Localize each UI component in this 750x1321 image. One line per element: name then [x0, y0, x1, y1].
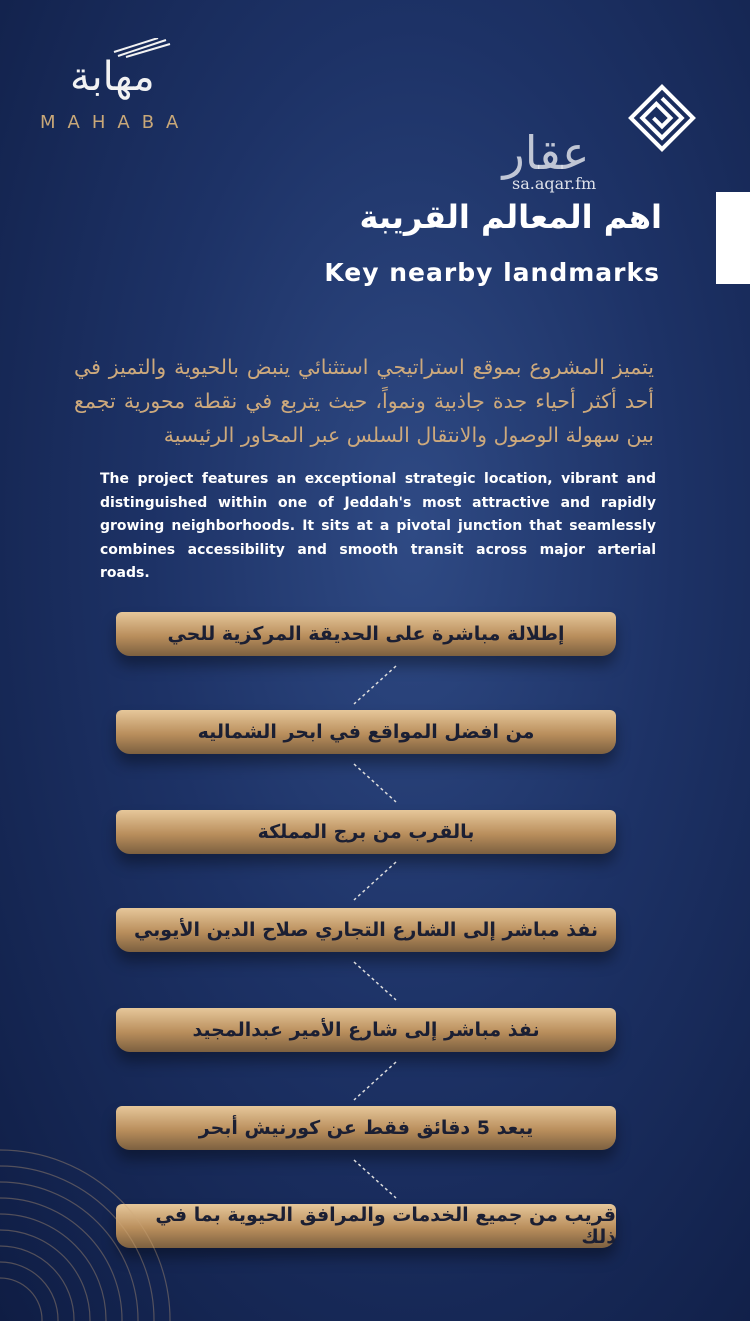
landmark-item: قريب من جميع الخدمات والمرافق الحيوية بما في ذلك — [116, 1204, 616, 1248]
landmark-item: إطلالة مباشرة على الحديقة المركزية للحي — [116, 612, 616, 656]
connector-line — [350, 762, 400, 804]
description-english: The project features an exceptional strategic location, vibrant and distinguished within one of Jeddah's most attractive and rapidly growing neighborhoods. It sits at a pivotal junction that seamlessly combines accessibility and smooth transit across major arterial roads. — [100, 471, 656, 581]
page-title-english: Key nearby landmarks — [324, 258, 660, 287]
landmark-item: بالقرب من برج المملكة — [116, 810, 616, 854]
landmark-item: من افضل المواقع في ابحر الشماليه — [116, 710, 616, 754]
landmark-item: نفذ مباشر إلى شارع الأمير عبدالمجيد — [116, 1008, 616, 1052]
connector-line — [350, 960, 400, 1002]
landmark-item: نفذ مباشر إلى الشارع التجاري صلاح الدين الأيوبي — [116, 908, 616, 952]
page-title-arabic: اهم المعالم القريبة — [359, 198, 662, 236]
watermark-arabic: عقار — [502, 126, 590, 180]
connector-line — [350, 860, 400, 902]
connector-line — [350, 664, 400, 706]
watermark-url: sa.aqar.fm — [512, 174, 597, 193]
connector-line — [350, 1060, 400, 1102]
description-arabic: يتميز المشروع بموقع استراتيجي استثنائي ينبض بالحيوية والتميز في أحد أكثر أحياء جدة جاذبية ونمواً، حيث يتربع في نقطة محورية تجمع بين سهولة الوصول والانتقال السلس عبر المحاور الرئيسية — [74, 355, 654, 447]
connector-line — [350, 1158, 400, 1200]
side-tab — [716, 192, 750, 284]
logo-latin: MAHABA — [40, 112, 191, 133]
developer-logo-icon — [626, 82, 698, 154]
logo-arabic: مهابة — [70, 54, 155, 100]
decorative-arcs-icon — [0, 1130, 200, 1321]
landmark-item: يبعد 5 دقائق فقط عن كورنيش أبحر — [116, 1106, 616, 1150]
